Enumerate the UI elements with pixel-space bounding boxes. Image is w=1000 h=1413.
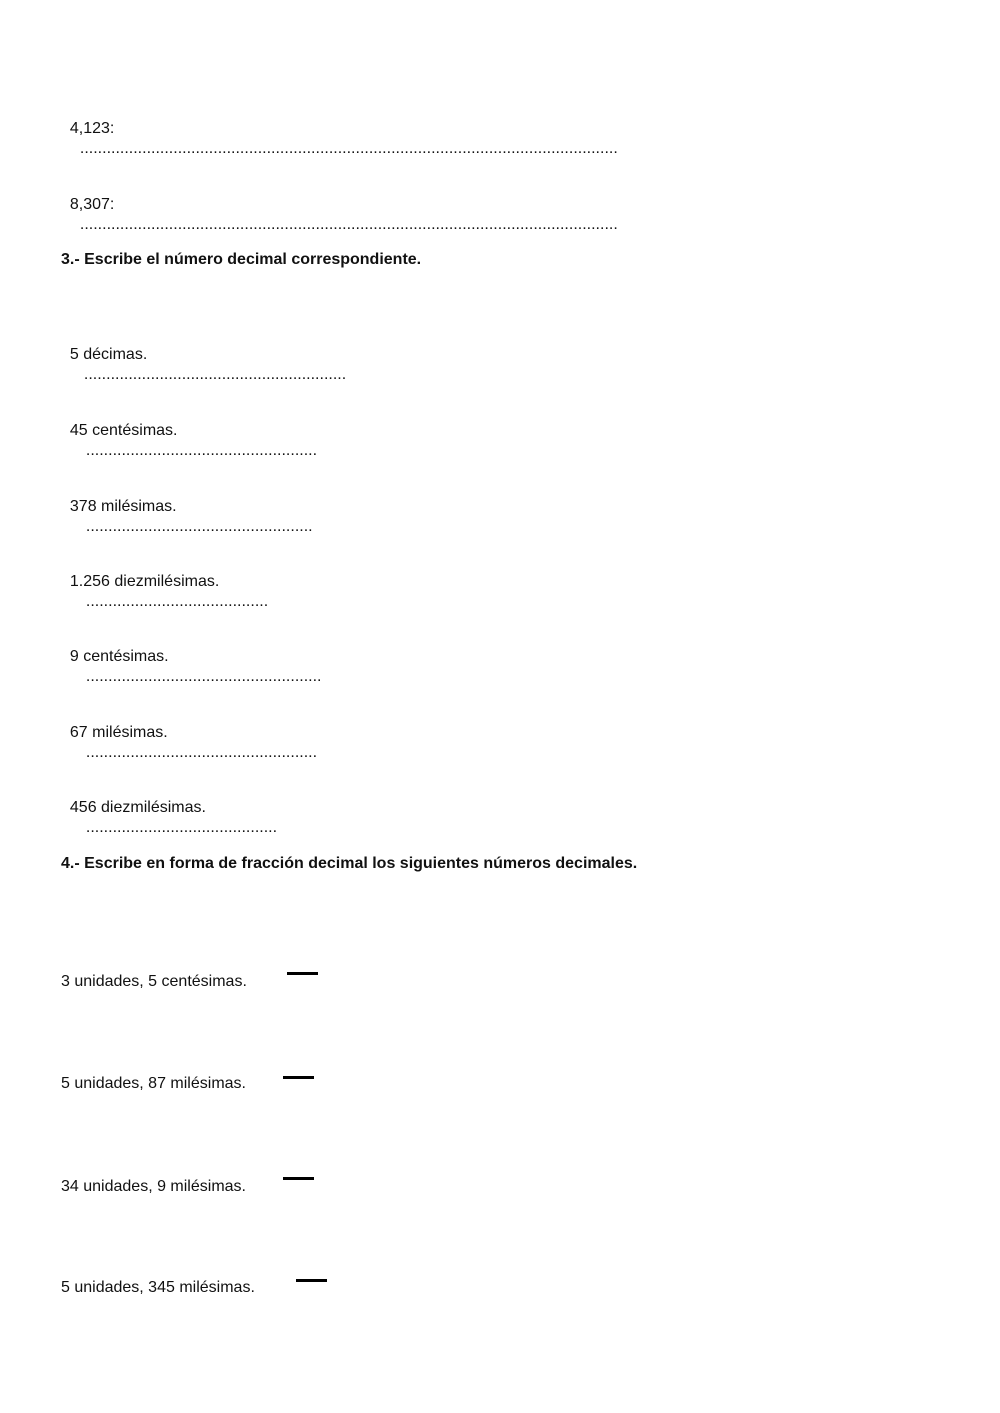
answer-blank[interactable]: ........................................................... [83, 366, 347, 383]
fraction-bar[interactable] [287, 972, 318, 975]
answer-blank[interactable]: ......................................................................................................................... [79, 216, 618, 233]
answer-row [61, 703, 317, 763]
answer-row [61, 325, 346, 385]
answer-blank[interactable]: ......................................................................................................................... [79, 140, 618, 157]
section-3-heading: 3.- Escribe el número decimal correspondiente. [61, 251, 422, 268]
quantity-label: 1.256 diezmilésimas. [69, 573, 220, 590]
number-label: 4,123: [69, 120, 115, 137]
quantity-label: 456 diezmilésimas. [69, 799, 206, 816]
answer-blank[interactable]: ..................................................... [85, 668, 322, 685]
answer-blank[interactable]: ........................................... [85, 819, 278, 836]
answer-row [61, 99, 618, 159]
answer-row [61, 477, 313, 537]
fraction-bar[interactable] [283, 1076, 314, 1079]
number-label: 8,307: [69, 196, 115, 213]
quantity-label: 9 centésimas. [69, 648, 169, 665]
section-4-heading: 4.- Escribe en forma de fracción decimal los siguientes números decimales. [61, 855, 638, 872]
quantity-label: 5 décimas. [69, 346, 148, 363]
answer-row [61, 175, 618, 235]
fraction-row-label: 5 unidades, 87 milésimas. [61, 1075, 246, 1092]
answer-row [61, 627, 322, 687]
answer-blank[interactable]: ......................................... [85, 593, 269, 610]
fraction-row-label: 34 unidades, 9 milésimas. [61, 1178, 246, 1195]
fraction-row-label: 5 unidades, 345 milésimas. [61, 1279, 255, 1296]
answer-blank[interactable]: .................................................... [85, 744, 318, 761]
answer-blank[interactable]: .................................................... [85, 442, 318, 459]
fraction-bar[interactable] [283, 1177, 314, 1180]
answer-row [61, 552, 268, 612]
quantity-label: 378 milésimas. [69, 498, 177, 515]
quantity-label: 67 milésimas. [69, 724, 168, 741]
answer-row [61, 778, 277, 838]
fraction-row-label: 3 unidades, 5 centésimas. [61, 973, 247, 990]
answer-row [61, 401, 317, 461]
fraction-bar[interactable] [296, 1279, 327, 1282]
quantity-label: 45 centésimas. [69, 422, 178, 439]
answer-blank[interactable]: ................................................... [85, 518, 313, 535]
